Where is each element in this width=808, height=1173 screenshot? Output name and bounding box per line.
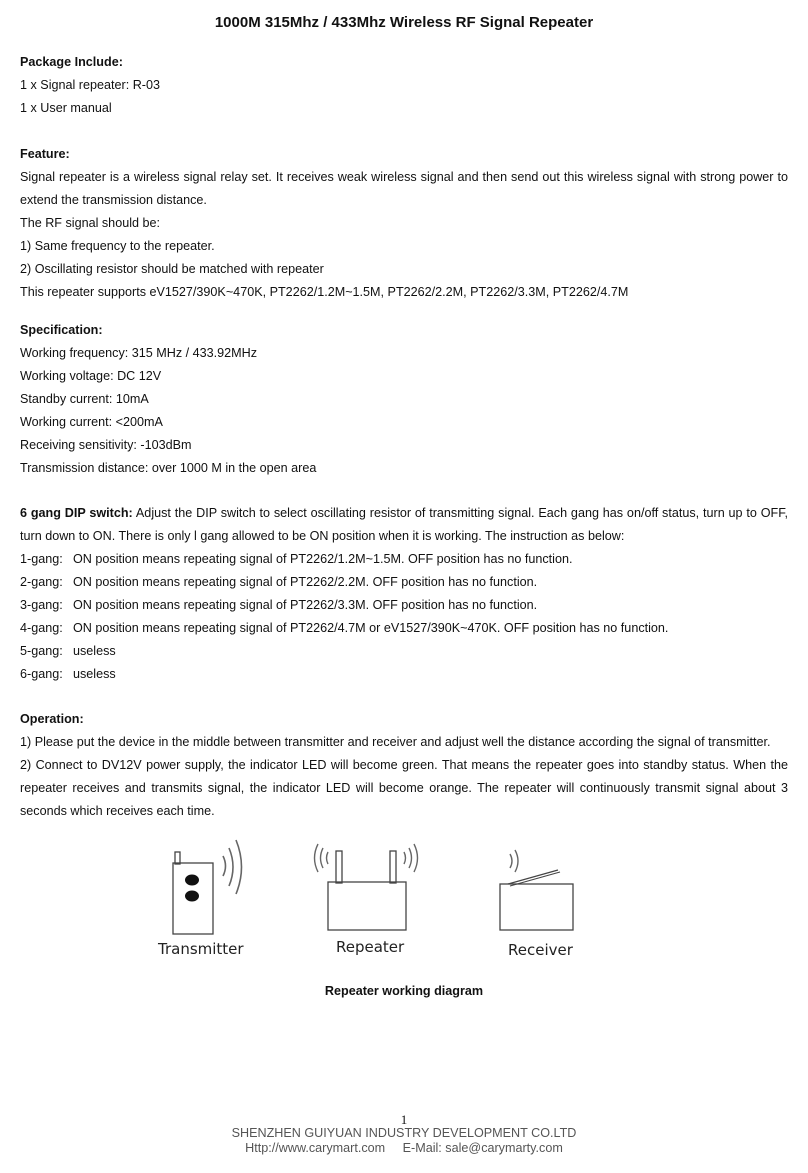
gang-text: useless <box>73 644 116 658</box>
rf-signal-heading: The RF signal should be: <box>20 216 161 230</box>
repeater-label: Repeater <box>336 938 405 956</box>
gang-label: 3-gang: <box>20 598 63 612</box>
operation-step: 2) Connect to DV12V power supply, the indicator LED will become green. That means the repeater goes into standby status. When the repeater receives and transmits signal, the indicator LED will become orange. The repeater will continuously transmit signal about 3 seconds which receives each time. <box>20 758 788 818</box>
specification-heading: Specification: <box>20 323 103 337</box>
transmitter-label: Transmitter <box>158 940 244 958</box>
gang-text: useless <box>73 667 116 681</box>
gang-text: ON position means repeating signal of PT2262/1.2M~1.5M. OFF position has no function. <box>73 552 573 566</box>
document-title: 1000M 315Mhz / 433Mhz Wireless RF Signal Repeater <box>214 14 594 31</box>
gang-text: ON position means repeating signal of PT2262/3.3M. OFF position has no function. <box>73 598 538 612</box>
gang-row <box>20 571 788 594</box>
package-item: 1 x Signal repeater: R-03 <box>20 78 161 92</box>
page-number: 1 <box>400 1112 408 1127</box>
gang-label: 4-gang: <box>20 621 63 635</box>
supported-codes: This repeater supports eV1527/390K~470K, PT2262/1.2M~1.5M, PT2262/2.2M, PT2262/3.3M, PT2262/4.7M <box>20 285 629 299</box>
gang-label: 6-gang: <box>20 667 63 681</box>
package-heading: Package Include: <box>20 55 123 69</box>
transmitter-illustration <box>165 834 265 940</box>
gang-row <box>20 548 788 571</box>
spec-item: Standby current: 10mA <box>20 392 149 406</box>
operation-step: 1) Please put the device in the middle between transmitter and receiver and adjust well the distance according the signal of transmitter. <box>20 735 771 749</box>
gang-row <box>20 640 788 663</box>
diagram-caption: Repeater working diagram <box>324 984 484 998</box>
gang-label: 1-gang: <box>20 552 63 566</box>
feature-intro: Signal repeater is a wireless signal relay set. It receives weak wireless signal and then send out this wireless signal with strong power to extend the transmission distance. <box>20 170 788 207</box>
receiver-illustration <box>490 840 590 934</box>
spec-item: Receiving sensitivity: -103dBm <box>20 438 192 452</box>
spec-item: Working current: <200mA <box>20 415 163 429</box>
repeater-illustration <box>310 838 430 934</box>
gang-row <box>20 617 788 640</box>
feature-heading: Feature: <box>20 147 70 161</box>
gang-row <box>20 663 788 686</box>
operation-heading: Operation: <box>20 712 84 726</box>
gang-label: 2-gang: <box>20 575 63 589</box>
rf-rule: 2) Oscillating resistor should be matched with repeater <box>20 262 324 276</box>
footer-company: SHENZHEN GUIYUAN INDUSTRY DEVELOPMENT CO.LTD <box>231 1126 577 1140</box>
gang-row <box>20 594 788 617</box>
footer-contact: Http://www.carymart.com E-Mail: sale@carymarty.com <box>245 1141 563 1155</box>
spec-item: Transmission distance: over 1000 M in the open area <box>20 461 317 475</box>
package-item: 1 x User manual <box>20 101 112 115</box>
spec-item: Working voltage: DC 12V <box>20 369 162 383</box>
gang-label: 5-gang: <box>20 644 63 658</box>
spec-item: Working frequency: 315 MHz / 433.92MHz <box>20 346 258 360</box>
gang-text: ON position means repeating signal of PT2262/4.7M or eV1527/390K~470K. OFF position has no function. <box>73 621 669 635</box>
rf-rule: 1) Same frequency to the repeater. <box>20 239 215 253</box>
dip-switch-paragraph <box>20 502 788 548</box>
dip-switch-text: Adjust the DIP switch to select oscillating resistor of transmitting signal. Each gang has on/off status, turn up to OFF, turn down to ON. There is only l gang allowed to be ON position when it is working. The instruction as below: <box>20 506 789 543</box>
dip-switch-heading: 6 gang DIP switch: <box>20 506 133 520</box>
receiver-label: Receiver <box>508 941 573 959</box>
gang-text: ON position means repeating signal of PT2262/2.2M. OFF position has no function. <box>73 575 538 589</box>
